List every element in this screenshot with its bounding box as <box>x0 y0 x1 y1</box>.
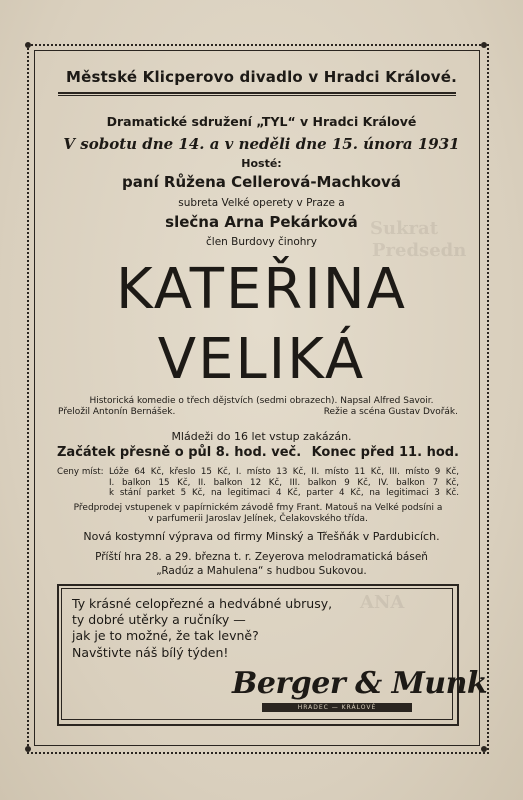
prices-label: Ceny míst: <box>57 467 104 477</box>
presale-info <box>57 503 459 525</box>
performance-dates: V sobotu dne 14. a v neděli dne 15. února 1931 <box>63 135 460 153</box>
hosts-label: Hosté: <box>241 157 282 170</box>
logo-location-bar: HRADEC — KRÁLOVÉ <box>262 703 412 712</box>
show-through-decoration: Sukrat <box>370 218 439 239</box>
corner-dot <box>25 42 31 48</box>
presale-line: Předprodej vstupenek v papírnickém závodě fmy Frant. Matouš na Velké podsíni a <box>73 503 443 513</box>
corner-dot <box>481 42 487 48</box>
translator: Přeložil Antonín Bernášek. <box>58 407 176 417</box>
price-row: Lóže 64 Kč, křeslo 15 Kč, I. místo 13 Kč, II. místo 11 Kč, III. místo 9 Kč, <box>109 467 459 477</box>
guest1-name: paní Růžena Cellerová-Machková <box>122 173 401 191</box>
play-title-line1: KATEŘINA <box>116 257 407 322</box>
price-row: I. balkon 15 Kč, II. balkon 12 Kč, III. balkon 9 Kč, IV. balkon 7 Kč, <box>109 477 459 488</box>
play-genre: Historická komedie o třech dějstvích (sedmi obrazech). Napsal Alfred Savoir. <box>89 396 434 406</box>
presale-line: v parfumerii Jaroslav Jelínek, Čelakovského třída. <box>148 514 368 524</box>
corner-dot <box>481 746 487 752</box>
guest2-role: člen Burdovy činohry <box>206 236 317 248</box>
age-restriction: Mládeži do 16 let vstup zakázán. <box>171 430 352 443</box>
director: Režie a scéna Gustav Dvořák. <box>323 407 458 417</box>
header-rule <box>58 92 456 94</box>
show-through-decoration: Predsedn <box>372 240 467 261</box>
header-rule <box>58 95 456 96</box>
guest2-name: slečna Arna Pekárková <box>165 213 358 231</box>
berger-munk-logo: Berger & Munk <box>232 666 488 701</box>
costume-credit: Nová kostymní výprava od firmy Minský a Třešňák v Pardubicích. <box>83 530 440 543</box>
next-show-line: Příští hra 28. a 29. března t. r. Zeyerova melodramatická báseň <box>95 551 428 563</box>
ad-text-line: Ty krásné celopřezné a hedvábné ubrusy, <box>72 596 333 611</box>
guest1-role: subreta Velké operety v Praze a <box>178 197 345 209</box>
end-time: Konec před 11. hod. <box>311 445 459 460</box>
ad-text-line: ty dobré utěrky a ručníky — <box>72 612 246 627</box>
theatre-name: Městské Klicperovo divadlo v Hradci Králové. <box>65 68 458 86</box>
association: Dramatické sdružení „TYL“ v Hradci Králové <box>106 114 417 129</box>
show-through-decoration: ANA <box>360 592 405 613</box>
play-title-line2: VELIKÁ <box>157 327 366 392</box>
ad-text-line: Navštivte náš bílý týden! <box>72 645 229 660</box>
start-time: Začátek přesně o půl 8. hod. več. <box>57 445 302 460</box>
corner-dot <box>25 746 31 752</box>
price-row: k stání parket 5 Kč, na legitimaci 4 Kč, parter 4 Kč, na legitimaci 3 Kč. <box>109 488 459 498</box>
ad-text-line: jak je to možné, že tak levně? <box>72 628 259 643</box>
next-show-line: „Radúz a Mahulena“ s hudbou Sukovou. <box>156 565 367 577</box>
